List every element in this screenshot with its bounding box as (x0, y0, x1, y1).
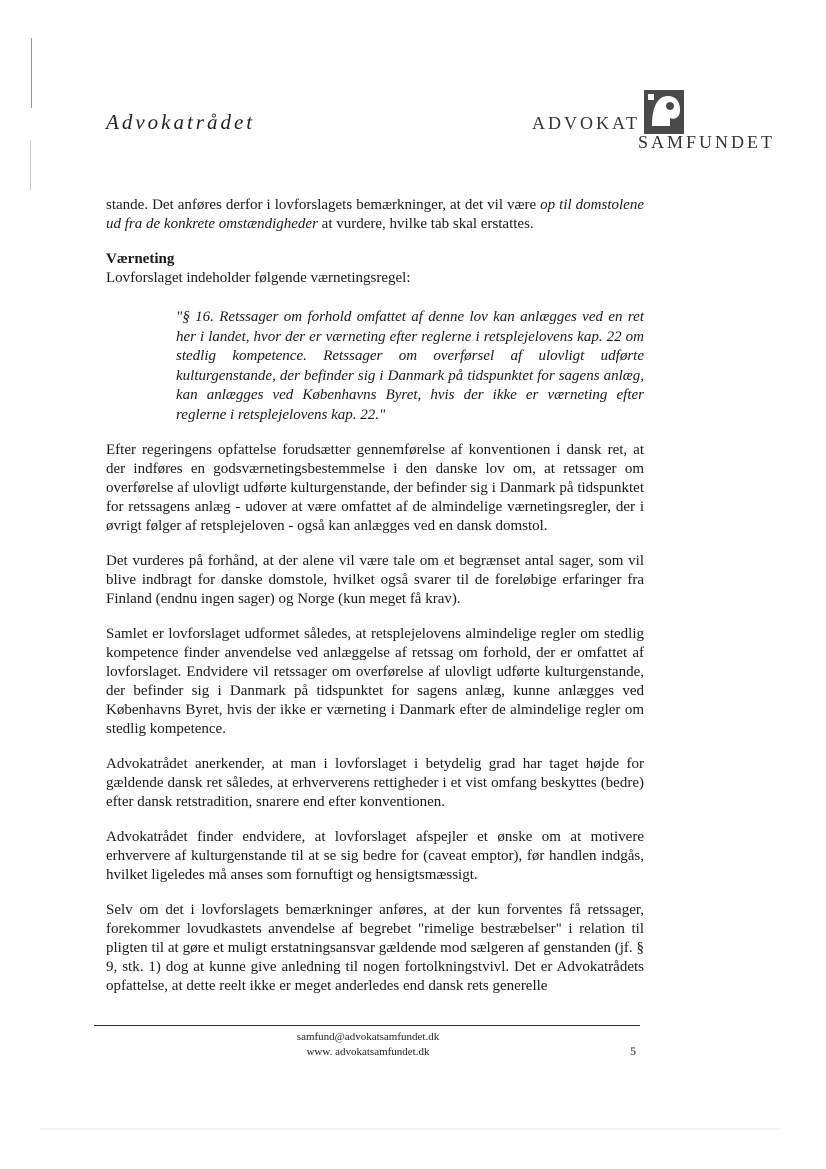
logo-word-advokat: ADVOKAT (532, 113, 640, 133)
paragraph: Samlet er lovforslaget udformet således, at retsplejelovens almindelige regler om stedlig kompetence finder anvendelse ved anlæggelse af retssag om forhold, der er omfattet af lovforslaget. Endvidere vil retssager om overførelse af ulovligt udførte kulturgenstande, der befinder sig i Danmark på tidspunktet for sagens anlæg, kunne anlægges ved Københavns Byret, hvis der ikke er værneting i Danmark efter de almindelige regler om stedlig kompetence. (106, 626, 644, 737)
paragraph: Selv om det i lovforslagets bemærkninger anføres, at der kun forventes få retssager, forekommer lovudkastets anvendelse af begrebet "rimelige bestræbelser" i relation til pligten til at gøre et muligt erstatningsansvar gældende mod sælgeren af genstanden (jf. § 9, stk. 1) dog at kunne give anledning til nogen fortolkningstvivl. Det er Advokatrådets opfattelse, at dette reelt ikke er meget anderledes end dansk rets generelle (106, 902, 644, 994)
paragraph: Efter regeringens opfattelse forudsætter gennemførelse af konventionen i dansk ret, at der indføres en godsværnetingsbestemmelse i den danske lov om, at retssager om overførelse af ulovligt udførte kulturgenstande, der befinder sig i Danmark på tidspunktet for retssagens anlæg - udover at være omfattet af de almindelige værnetingsregler, der i øvrigt følger af retsplejeloven - også kan anlægges ved en dansk domstol. (106, 442, 644, 534)
section-heading: Værneting (106, 251, 175, 267)
document-body (106, 196, 644, 1012)
header-title: Advokatrådet (106, 110, 256, 134)
paragraph-text: stande. Det anføres derfor i lovforslagets bemærkninger, at det vil være (106, 197, 541, 213)
advokatsamfundet-emblem-icon (642, 86, 688, 136)
page-number: 5 (630, 1044, 636, 1058)
scan-margin-mark (31, 38, 32, 108)
footer-divider (94, 1025, 640, 1026)
advokatsamfundet-logo (530, 86, 780, 156)
block-quote: "§ 16. Retssager om forhold omfattet af denne lov kan anlægges ved en ret her i landet, hvor der er værneting efter reglerne i retsplejelovens kap. 22 om stedlig kompetence. Retssager om overførsel af ulovligt udførte kulturgenstande, der befinder sig i Danmark på tidspunktet for sagens anlæg, kan anlægges ved Københavns Byret, hvis der ikke er værneting efter reglerne i retsplejelovens kap. 22." (176, 309, 644, 423)
footer-website: www. advokatsamfundet.dk (306, 1046, 430, 1058)
scan-margin-mark (30, 140, 31, 190)
footer-email: samfund@advokatsamfundet.dk (296, 1031, 440, 1043)
footer (0, 1030, 736, 1060)
scan-artifact (40, 1128, 780, 1130)
paragraph-text: at vurdere, hvilke tab skal erstattes. (317, 216, 534, 232)
paragraph (106, 196, 644, 234)
paragraph-emphasis: op til domstolene ud fra de konkrete omstændigheder (106, 197, 644, 232)
paragraph: Det vurderes på forhånd, at der alene vil være tale om et begrænset antal sager, som vil blive indbragt for danske domstole, hvilket også svarer til de foreløbige erfaringer fra Finland (endnu ingen sager) og Norge (kun meget få krav). (106, 553, 644, 607)
paragraph: Advokatrådet finder endvidere, at lovforslaget afspejler et ønske om at motivere erhververe af kulturgenstande til at se sig bedre for (caveat emptor), før handlen indgås, hvilket ligeledes må anses som fornuftigt og hensigtsmæssigt. (106, 829, 644, 883)
logo-word-samfundet: SAMFUNDET (638, 132, 776, 152)
paragraph: Lovforslaget indeholder følgende værnetingsregel: (106, 270, 411, 286)
paragraph: Advokatrådet anerkender, at man i lovforslaget i betydelig grad har taget højde for gældende dansk ret således, at erhververens rettigheder i et vist omfang beskyttes (bedre) efter dansk retstradition, snarere end efter konventionen. (106, 756, 644, 810)
